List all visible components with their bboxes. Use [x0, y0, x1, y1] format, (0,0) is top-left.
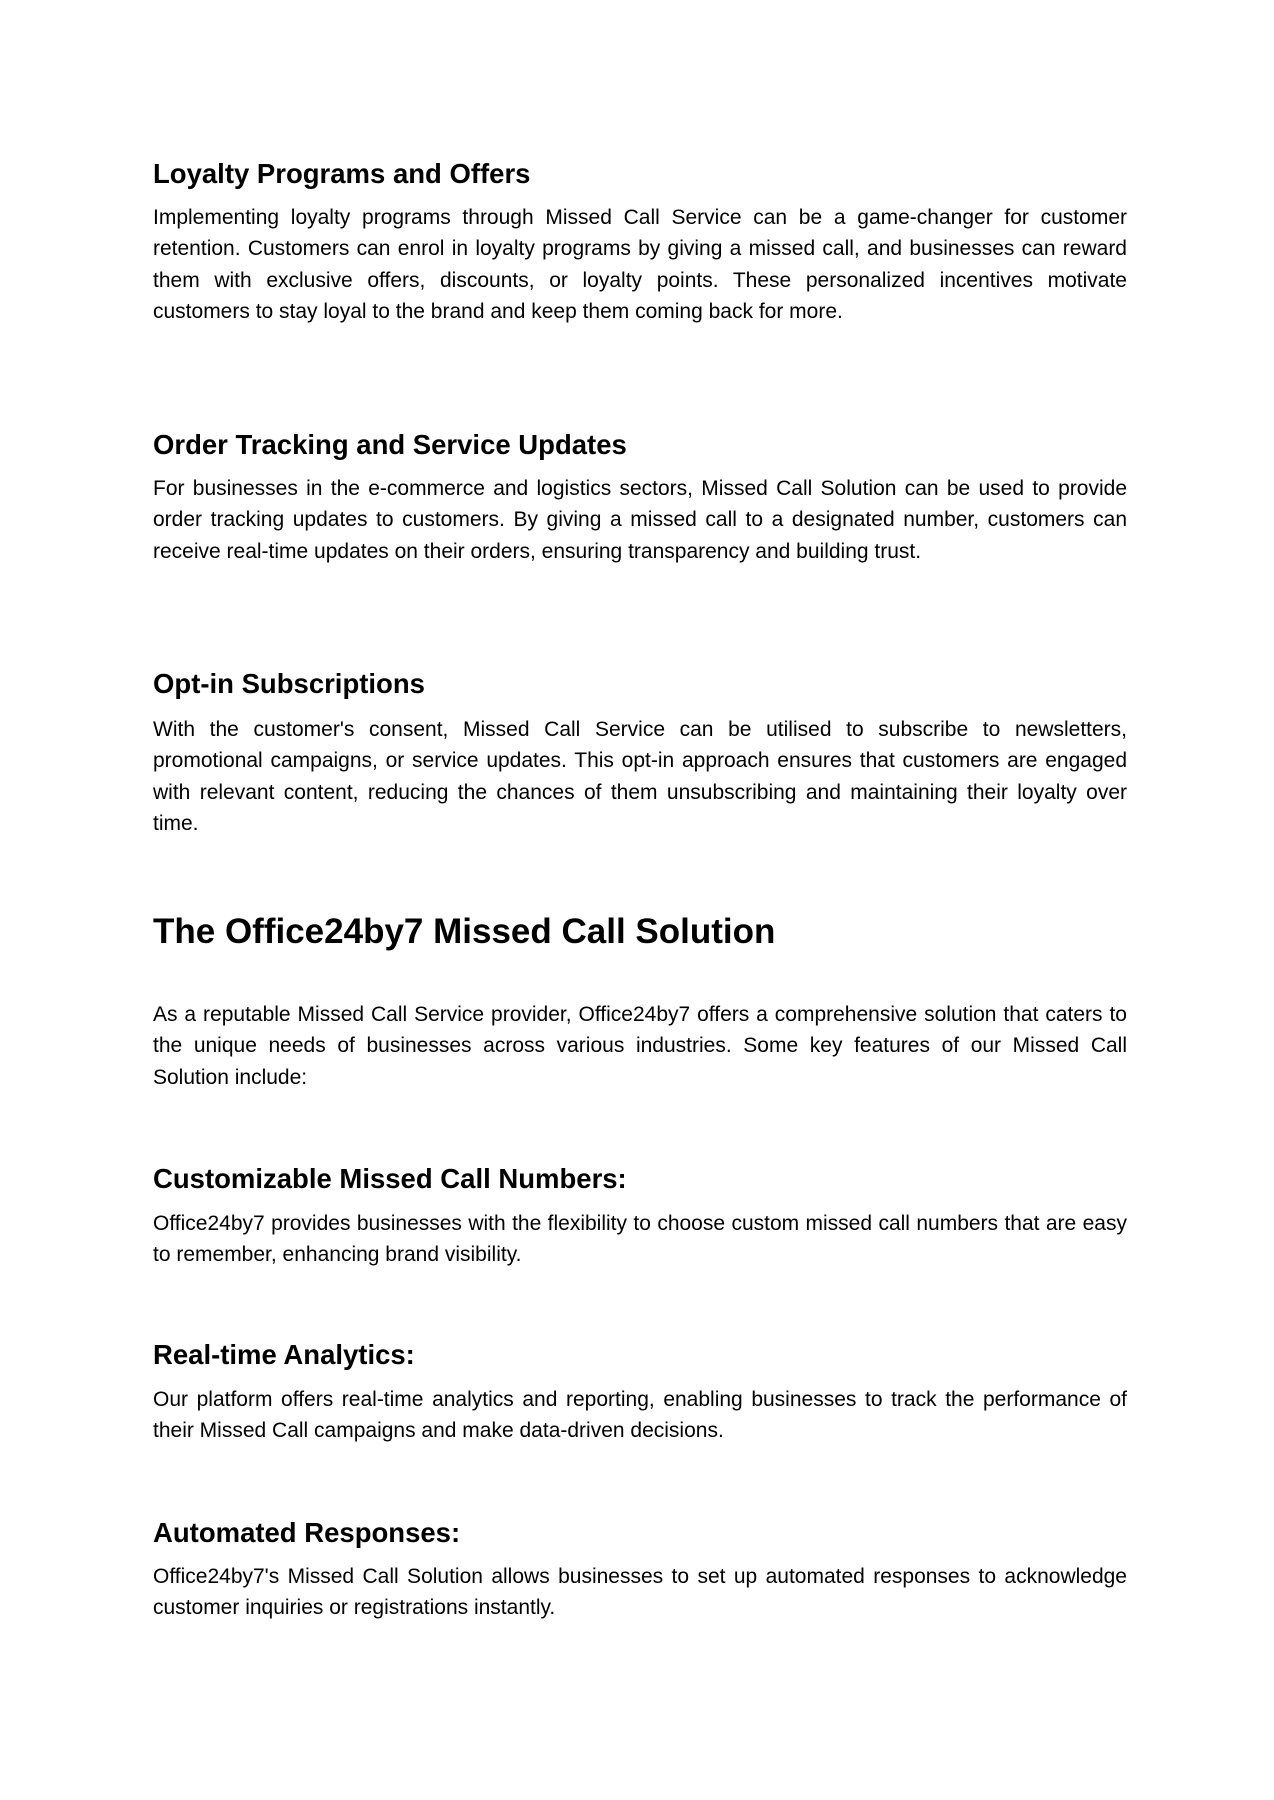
paragraph-opt-in-subscriptions: With the customer's consent, Missed Call Service can be utilised to subscribe to newsletters, promotional campaigns, or service updates. This opt-in approach ensures that customers are engaged with relevant content, reducing the chances of them unsubscribing and maintaining their loyalty over time. [153, 718, 1127, 835]
paragraph-real-time-analytics: Our platform offers real-time analytics and reporting, enabling businesses to track the performance of their Missed Call campaigns and make data-driven decisions. [153, 1388, 1127, 1443]
paragraph-automated-responses: Office24by7's Missed Call Solution allows businesses to set up automated responses to acknowledge customer inquiries or registrations instantly. [153, 1565, 1127, 1620]
heading-office24by7-solution: The Office24by7 Missed Call Solution [153, 912, 776, 951]
paragraph-loyalty-programs: Implementing loyalty programs through Missed Call Service can be a game-changer for customer retention. Customers can enrol in loyalty programs by giving a missed call, and businesses can reward them with exclusive offers, discounts, or loyalty points. These personalized incentives motivate customers to stay loyal to the brand and keep them coming back for more. [153, 206, 1127, 323]
heading-real-time-analytics: Real-time Analytics: [153, 1339, 415, 1370]
heading-automated-responses: Automated Responses: [153, 1517, 461, 1548]
paragraph-customizable-numbers: Office24by7 provides businesses with the flexibility to choose custom missed call numbers that are easy to remember, enhancing brand visibility. [153, 1212, 1127, 1267]
paragraph-order-tracking: For businesses in the e-commerce and logistics sectors, Missed Call Solution can be used to provide order tracking updates to customers. By giving a missed call to a designated number, customers can receive real-time updates on their orders, ensuring transparency and building trust. [153, 477, 1127, 563]
paragraph-office24by7-solution: As a reputable Missed Call Service provider, Office24by7 offers a comprehensive solution that caters to the unique needs of businesses across various industries. Some key features of our Missed Call Solution include: [153, 1003, 1127, 1089]
heading-order-tracking: Order Tracking and Service Updates [153, 429, 627, 460]
heading-loyalty-programs: Loyalty Programs and Offers [153, 158, 531, 189]
heading-customizable-numbers: Customizable Missed Call Numbers: [153, 1163, 627, 1194]
heading-opt-in-subscriptions: Opt-in Subscriptions [153, 668, 425, 699]
